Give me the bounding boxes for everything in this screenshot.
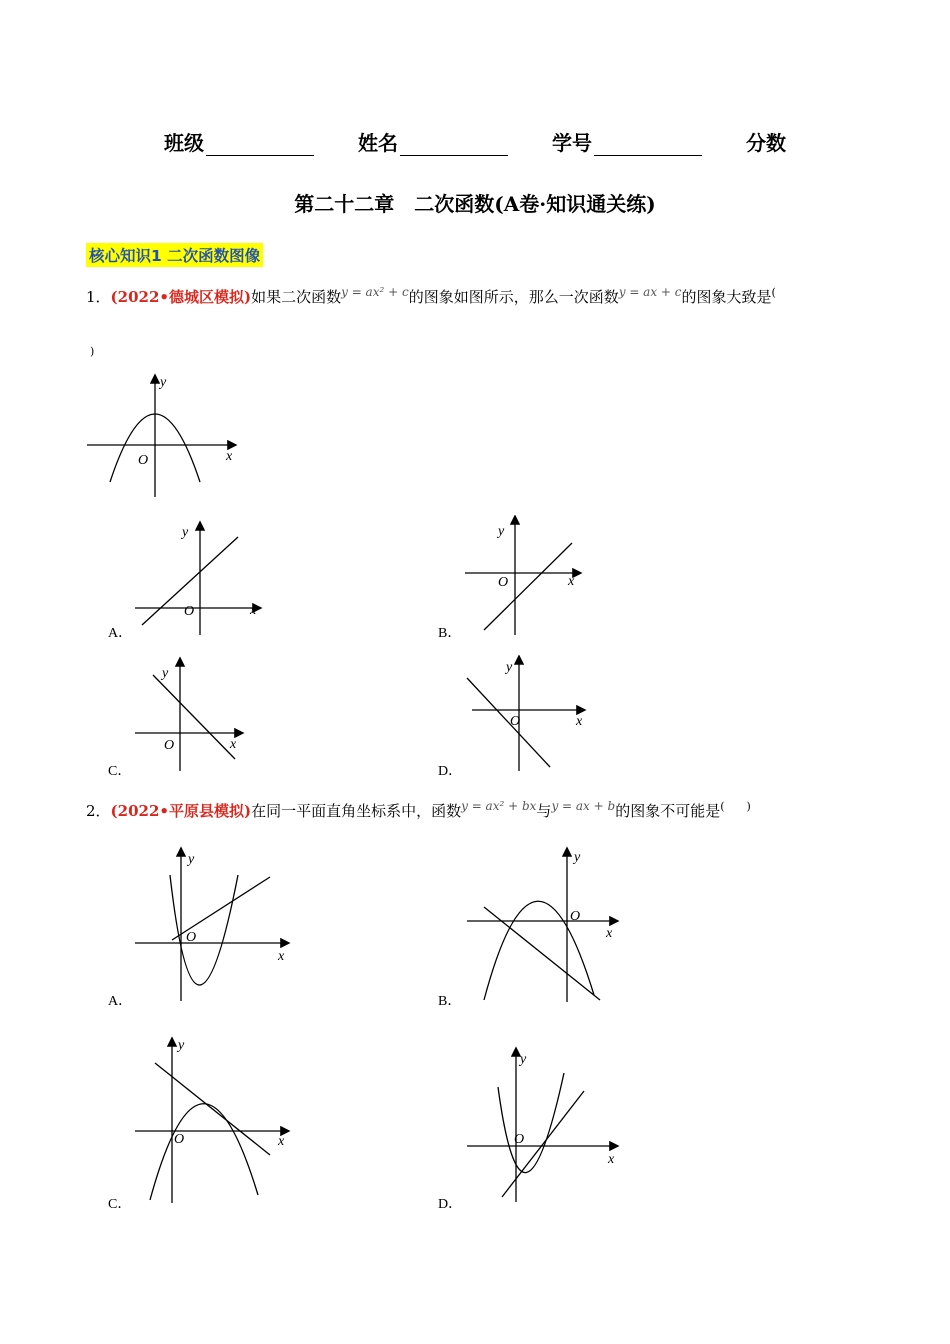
line-graph — [467, 678, 550, 767]
question-2-option-d[interactable]: D． — [438, 1197, 463, 1212]
question-2-option-b-graph[interactable] — [462, 845, 622, 1005]
id-label: 学号 — [552, 131, 592, 155]
question-1-text-1: 如果二次函数 — [251, 288, 342, 306]
question-2-formula-2: y = ax + b — [551, 799, 616, 813]
question-2-text-3: 的图象不可能是 — [615, 802, 721, 820]
x-label: x — [278, 949, 285, 964]
origin-label: O — [186, 930, 197, 945]
parabola-curve — [170, 875, 238, 985]
origin-label: O — [164, 738, 175, 753]
question-1-option-d-graph[interactable] — [462, 655, 592, 775]
origin-label: O — [174, 1132, 185, 1147]
question-1-option-b-graph[interactable] — [462, 515, 592, 640]
score-label: 分数 — [746, 131, 786, 155]
question-1-parabola-graph — [82, 370, 252, 500]
question-2-option-a[interactable]: A． — [108, 994, 133, 1009]
question-1-option-c[interactable]: C． — [108, 764, 132, 779]
question-1-number: 1． — [86, 288, 111, 306]
section-heading: 核心知识1 二次函数图像 — [86, 243, 263, 267]
name-blank[interactable] — [400, 135, 508, 156]
question-2-option-c-graph[interactable] — [130, 1035, 295, 1205]
header-fields — [0, 127, 950, 156]
name-field[interactable] — [358, 127, 508, 156]
question-1-option-a-graph[interactable] — [130, 515, 270, 640]
y-label: y — [178, 1038, 185, 1053]
y-label: y — [506, 660, 513, 675]
question-2-option-a-graph[interactable] — [130, 845, 295, 1005]
question-2-stem — [86, 801, 886, 823]
y-label: y — [520, 1052, 527, 1067]
question-2-paren: ( ) — [720, 800, 751, 813]
question-1-option-d[interactable]: D． — [438, 764, 463, 779]
origin-label: O — [514, 1132, 525, 1147]
x-label: x — [278, 1134, 285, 1149]
question-1-option-b[interactable]: B． — [438, 626, 462, 641]
question-1-formula-1: y = ax² + c — [341, 285, 409, 299]
origin-label: O — [570, 909, 581, 924]
class-blank[interactable] — [206, 135, 314, 156]
x-label: x — [250, 603, 257, 618]
question-2-formula-1: y = ax² + bx — [461, 799, 537, 813]
question-1-open-paren: ( — [771, 286, 776, 299]
y-label: y — [182, 525, 189, 540]
question-1-text-2: 的图象如图所示，那么一次函数 — [408, 288, 619, 306]
question-1-formula-2: y = ax + c — [618, 285, 682, 299]
question-2-text-1: 在同一平面直角坐标系中，函数 — [251, 802, 462, 820]
question-1-option-a[interactable]: A． — [108, 626, 133, 641]
x-label: x — [226, 449, 233, 464]
x-label: x — [568, 574, 575, 589]
y-label: y — [160, 375, 167, 390]
class-label: 班级 — [164, 131, 204, 155]
question-2-option-c[interactable]: C． — [108, 1197, 132, 1212]
origin-label: O — [138, 453, 149, 468]
question-1-text-3: 的图象大致是 — [681, 288, 772, 306]
y-label: y — [162, 666, 169, 681]
question-2-text-2: 与 — [536, 802, 552, 820]
y-label: y — [188, 852, 195, 867]
question-2-source: (2022•平原县模拟) — [110, 802, 252, 820]
question-1-source: (2022•德城区模拟) — [110, 288, 252, 306]
origin-label: O — [510, 714, 521, 729]
question-1-option-c-graph[interactable] — [130, 655, 250, 775]
y-label: y — [574, 850, 581, 865]
score-field — [746, 127, 786, 156]
name-label: 姓名 — [358, 131, 398, 155]
question-2-option-b[interactable]: B． — [438, 994, 462, 1009]
x-label: x — [608, 1152, 615, 1167]
question-1-close-paren: ) — [90, 345, 95, 358]
x-label: x — [576, 714, 583, 729]
id-field[interactable] — [552, 127, 702, 156]
origin-label: O — [498, 575, 509, 590]
x-label: x — [606, 926, 613, 941]
question-1-stem — [86, 287, 866, 309]
origin-label: O — [184, 604, 195, 619]
id-blank[interactable] — [594, 135, 702, 156]
parabola-curve — [150, 1104, 258, 1200]
page-title: 第二十二章 二次函数(A卷·知识通关练) — [294, 192, 656, 216]
y-label: y — [498, 524, 505, 539]
parabola-curve — [498, 1073, 564, 1173]
question-2-option-d-graph[interactable] — [462, 1045, 627, 1205]
x-label: x — [230, 737, 237, 752]
class-field[interactable] — [164, 127, 314, 156]
question-2-number: 2． — [86, 802, 111, 820]
